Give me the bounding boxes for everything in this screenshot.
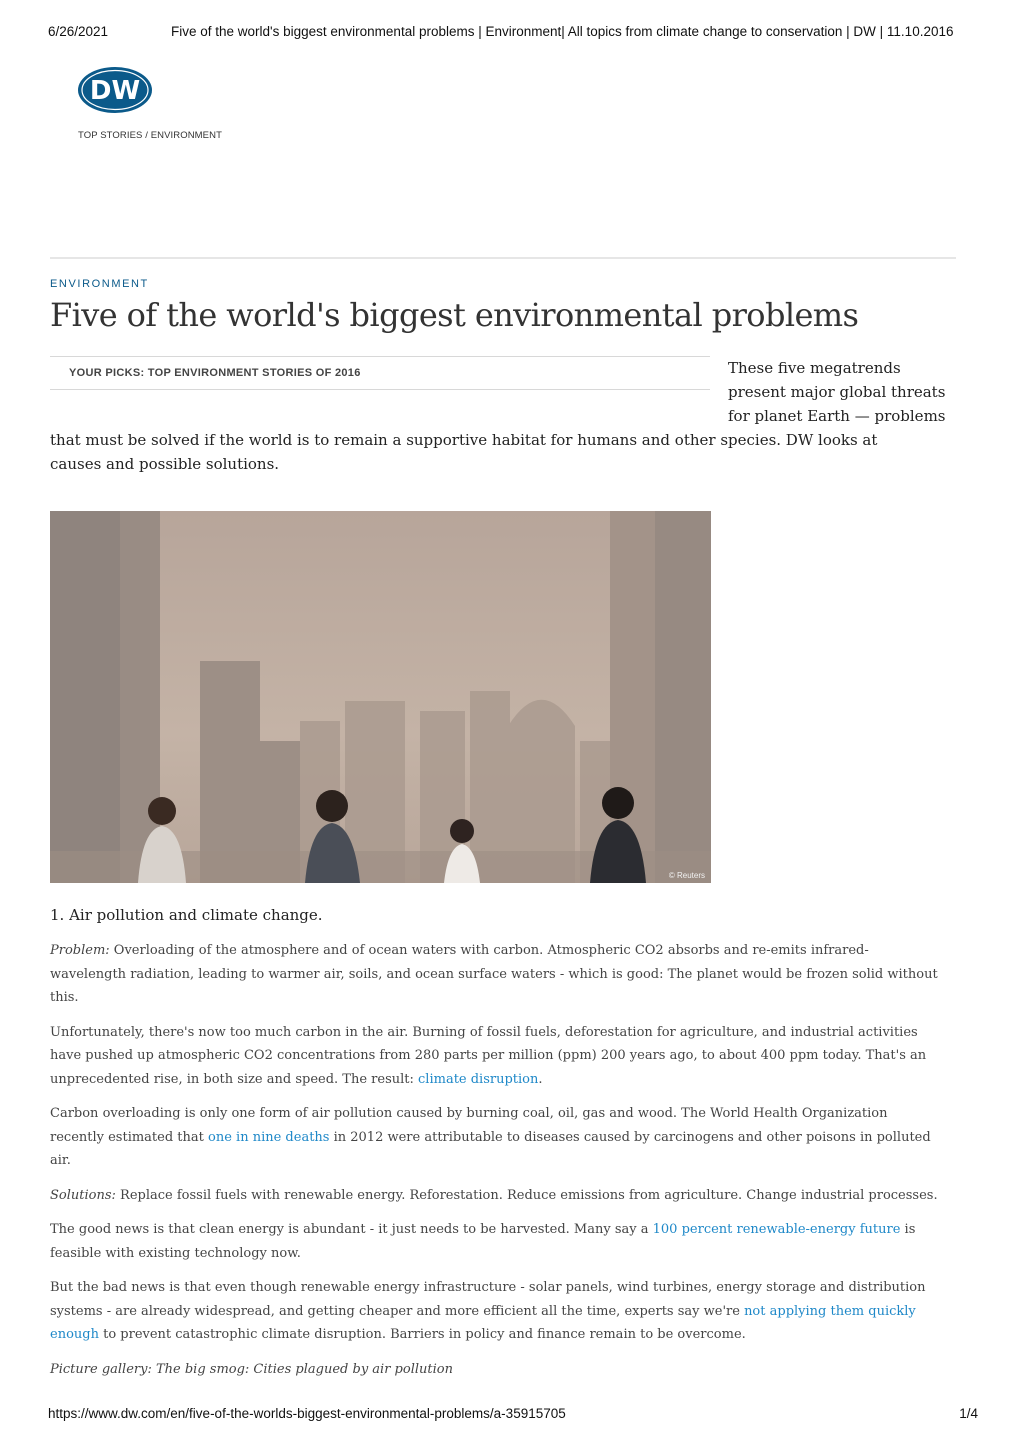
print-date: 6/26/2021 xyxy=(48,24,109,39)
paragraph-text: in 2012 were attributable to diseases caused by carcinogens and other poisons in polluted air. xyxy=(50,1129,931,1168)
gallery-caption-text[interactable]: Picture gallery: The big smog: Cities plagued by air pollution xyxy=(50,1361,453,1377)
article-body xyxy=(50,904,940,1392)
image-credit: © Reuters xyxy=(668,871,705,880)
article-kicker[interactable]: ENVIRONMENT xyxy=(50,278,149,290)
page-title: Five of the world's biggest environmental problems xyxy=(50,296,859,334)
solutions-label: Solutions: xyxy=(50,1187,116,1203)
breadcrumb xyxy=(78,130,222,141)
print-footer xyxy=(0,1406,1024,1426)
paragraph-text: Replace fossil fuels with renewable energy. Reforestation. Reduce emissions from agriculture. Change industrial processes. xyxy=(115,1187,938,1203)
climate-disruption-link[interactable]: climate disruption xyxy=(418,1071,539,1087)
intro-text-part2: that must be solved if the world is to remain a supportive habitat for humans and other species. DW looks at causes and possible solutions. xyxy=(50,431,878,473)
hero-image xyxy=(50,511,711,883)
paragraph xyxy=(50,1021,940,1092)
paragraph-text: to prevent catastrophic climate disruption. Barriers in policy and finance remain to be overcome. xyxy=(98,1327,746,1342)
intro-text-part1: These five megatrends present major global threats for planet Earth — problems xyxy=(728,359,946,425)
paragraph-text: The good news is that clean energy is abundant - it just needs to be harvested. Many say a xyxy=(50,1222,653,1237)
paragraph-text: Unfortunately, there's now too much carbon in the air. Burning of fossil fuels, deforestation for agriculture, and industrial activities have pushed up atmospheric CO2 concentrations from 280 parts per million (ppm) 200 years ago, to about 400 ppm today. That's an unprecedented rise, in both size and speed. The result: xyxy=(50,1024,927,1087)
paragraph-text: . xyxy=(538,1071,543,1087)
paragraph xyxy=(50,1102,940,1173)
paragraph-text: Carbon overloading is only one form of air pollution caused by burning coal, oil, gas and wood. The World Health Organization recently estimated that xyxy=(50,1106,888,1145)
print-page-title: Five of the world's biggest environmental problems | Environment| All topics from climate change to conservation | DW | 11.10.2016 xyxy=(171,24,954,39)
one-in-nine-deaths-link[interactable]: one in nine deaths xyxy=(208,1129,330,1145)
paragraph xyxy=(50,1184,940,1208)
section-heading: 1. Air pollution and climate change. xyxy=(50,906,323,924)
dw-logo-icon[interactable] xyxy=(77,66,153,114)
paragraph xyxy=(50,1276,940,1347)
paragraph-text: But the bad news is that even though renewable energy infrastructure - solar panels, wind turbines, energy storage and distribution systems - are already widespread, and getting cheaper and more efficient all the time, experts say we're xyxy=(50,1280,926,1319)
breadcrumb-top-stories[interactable]: TOP STORIES xyxy=(78,130,143,141)
page-number: 1/4 xyxy=(959,1406,978,1421)
print-url: https://www.dw.com/en/five-of-the-worlds-biggest-environmental-problems/a-35915705 xyxy=(48,1406,566,1421)
paragraph-text: Overloading of the atmosphere and of ocean waters with carbon. Atmospheric CO2 absorbs and re-emits infrared-wavelength radiation, leading to warmer air, soils, and ocean surface waters - which is good: The planet would be frozen solid without this. xyxy=(50,943,938,1005)
print-header xyxy=(0,24,1024,44)
your-picks-box[interactable] xyxy=(50,356,710,390)
problem-label: Problem: xyxy=(50,943,110,958)
divider xyxy=(50,257,956,259)
not-applying-quickly-link[interactable]: not applying them quickly enough xyxy=(50,1303,916,1342)
paragraph-text: is feasible with existing technology now. xyxy=(50,1222,916,1261)
gallery-caption[interactable] xyxy=(50,1358,940,1382)
breadcrumb-environment[interactable]: ENVIRONMENT xyxy=(150,130,222,141)
logo-text: DW xyxy=(89,76,141,106)
your-picks-label[interactable]: YOUR PICKS: TOP ENVIRONMENT STORIES OF 2016 xyxy=(69,367,361,379)
renewable-energy-future-link[interactable]: 100 percent renewable-energy future xyxy=(652,1222,901,1237)
breadcrumb-separator: / xyxy=(142,130,151,141)
paragraph xyxy=(50,939,940,1010)
paragraph xyxy=(50,1218,940,1265)
